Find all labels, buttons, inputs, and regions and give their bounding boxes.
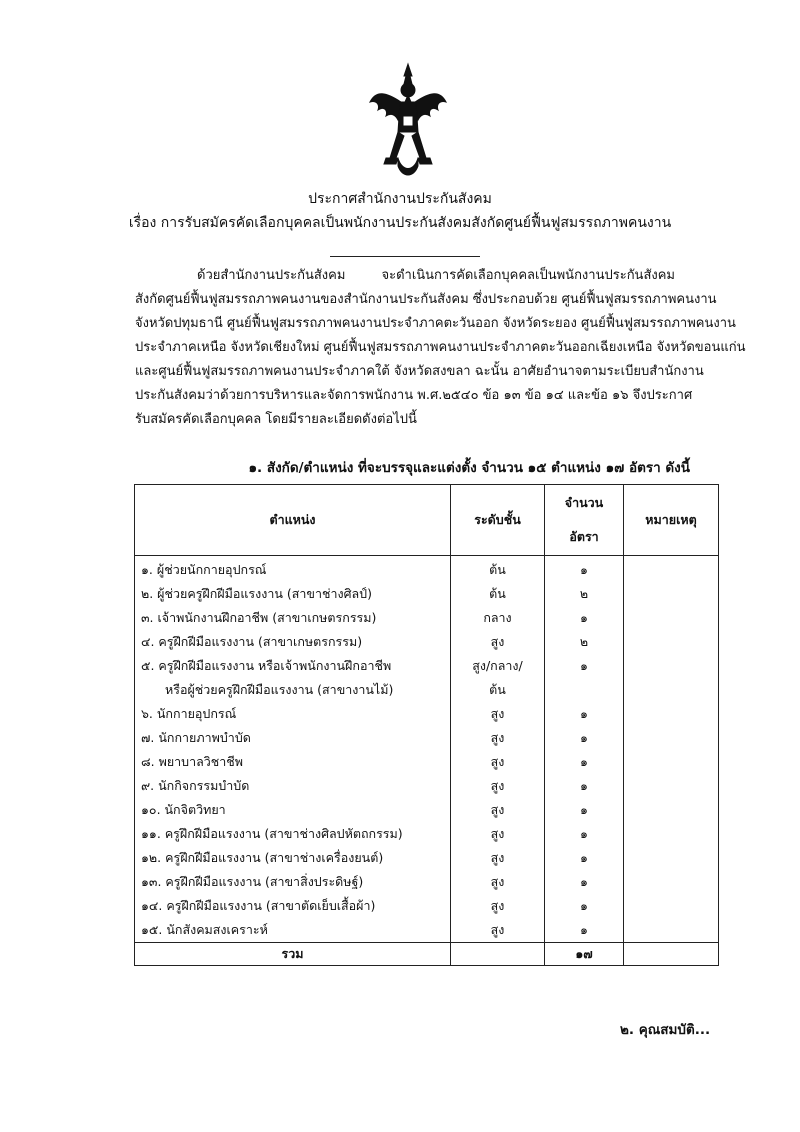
position-note bbox=[624, 870, 719, 894]
position-note bbox=[624, 630, 719, 654]
position-quantity: ๑ bbox=[545, 894, 624, 918]
position-name: ๓. เจ้าพนักงานฝึกอาชีพ (สาขาเกษตรกรรม) bbox=[135, 606, 451, 630]
position-level: สูง bbox=[451, 630, 545, 654]
table-row bbox=[135, 774, 719, 798]
position-name-continuation: หรือผู้ช่วยครูฝึกฝีมือแรงงาน (สาขางานไม้) bbox=[165, 682, 394, 697]
position-quantity: ๑ bbox=[545, 846, 624, 870]
position-quantity: ๑ bbox=[545, 654, 624, 678]
position-note bbox=[624, 556, 719, 583]
position-name: ๑. ผู้ช่วยนักกายอุปกรณ์ bbox=[135, 556, 451, 583]
position-quantity: ๒ bbox=[545, 630, 624, 654]
paragraph-line: ประจำภาคเหนือ จังหวัดเชียงใหม่ ศูนย์ฟื้นฟูสมรรถภาพคนงานประจำภาคตะวันออกเฉียงเหนือ จังหวัดขอนแก่น bbox=[135, 340, 746, 355]
table-row bbox=[135, 870, 719, 894]
position-level: สูง bbox=[451, 702, 545, 726]
table-row bbox=[135, 654, 719, 678]
paragraph-line: ประกันสังคมว่าด้วยการบริหารและจัดการพนักงาน พ.ศ.๒๕๔๐ ข้อ ๑๓ ข้อ ๑๔ และข้อ ๑๖ จึงประกาศ bbox=[135, 388, 693, 403]
position-note bbox=[624, 726, 719, 750]
header-quantity-line1: จำนวน bbox=[564, 495, 604, 510]
position-note bbox=[624, 918, 719, 943]
position-level: สูง bbox=[451, 870, 545, 894]
position-quantity: ๑ bbox=[545, 556, 624, 583]
position-note bbox=[624, 774, 719, 798]
total-note bbox=[624, 943, 719, 966]
position-name: ๑๒. ครูฝึกฝีมือแรงงาน (สาขาช่างเครื่องยนต์) bbox=[135, 846, 451, 870]
position-name: ๑๔. ครูฝึกฝีมือแรงงาน (สาขาตัดเย็บเสื้อผ้า) bbox=[135, 894, 451, 918]
table-row bbox=[135, 630, 719, 654]
table-row bbox=[135, 726, 719, 750]
table-header-row bbox=[135, 485, 719, 556]
table-row bbox=[135, 822, 719, 846]
total-quantity: ๑๗ bbox=[545, 943, 624, 966]
positions-table bbox=[134, 484, 719, 966]
header-quantity bbox=[545, 485, 624, 556]
position-quantity: ๑ bbox=[545, 870, 624, 894]
position-name: ๘. พยาบาลวิชาชีพ bbox=[135, 750, 451, 774]
position-name: ๕. ครูฝึกฝีมือแรงงาน หรือเจ้าพนักงานฝึกอาชีพ bbox=[135, 654, 451, 678]
position-name: ๔. ครูฝึกฝีมือแรงงาน (สาขาเกษตรกรรม) bbox=[135, 630, 451, 654]
position-note bbox=[624, 606, 719, 630]
position-name: ๒. ผู้ช่วยครูฝึกฝีมือแรงงาน (สาขาช่างศิลป์) bbox=[135, 582, 451, 606]
header-note: หมายเหตุ bbox=[624, 485, 719, 556]
position-note bbox=[624, 798, 719, 822]
position-note bbox=[624, 702, 719, 726]
position-quantity: ๑ bbox=[545, 774, 624, 798]
position-quantity bbox=[545, 678, 624, 702]
position-note bbox=[624, 750, 719, 774]
position-level: สูง bbox=[451, 918, 545, 943]
paragraph-line: ด้วยสำนักงานประกันสังคม จะดำเนินการคัดเลือกบุคคลเป็นพนักงานประกันสังคม bbox=[197, 268, 675, 283]
announcement-title: ประกาศสำนักงานประกันสังคม bbox=[308, 191, 492, 207]
table-row bbox=[135, 582, 719, 606]
position-level: สูง bbox=[451, 846, 545, 870]
position-level: สูง bbox=[451, 822, 545, 846]
header-position: ตำแหน่ง bbox=[135, 485, 451, 556]
intro-paragraph bbox=[135, 264, 746, 432]
position-level: สูง bbox=[451, 750, 545, 774]
total-label: รวม bbox=[135, 943, 451, 966]
position-name: ๑๕. นักสังคมสงเคราะห์ bbox=[135, 918, 451, 943]
table-row bbox=[135, 894, 719, 918]
position-level: ต้น bbox=[451, 582, 545, 606]
position-level: สูง bbox=[451, 774, 545, 798]
header-level: ระดับชั้น bbox=[451, 485, 545, 556]
table-row bbox=[135, 556, 719, 583]
position-note bbox=[624, 678, 719, 702]
position-level: สูง bbox=[451, 726, 545, 750]
table-row bbox=[135, 678, 719, 702]
position-name: ๗. นักกายภาพบำบัด bbox=[135, 726, 451, 750]
title-divider bbox=[330, 256, 480, 257]
garuda-emblem-icon bbox=[368, 62, 448, 182]
position-note bbox=[624, 846, 719, 870]
table-row bbox=[135, 846, 719, 870]
position-quantity: ๑ bbox=[545, 798, 624, 822]
position-name: ๙. นักกิจกรรมบำบัด bbox=[135, 774, 451, 798]
table-row bbox=[135, 798, 719, 822]
announcement-subject: เรื่อง การรับสมัครคัดเลือกบุคคลเป็นพนักงานประกันสังคมสังกัดศูนย์ฟื้นฟูสมรรถภาพคนงาน bbox=[128, 215, 672, 231]
position-level: สูง bbox=[451, 894, 545, 918]
position-name: ๑๓. ครูฝึกฝีมือแรงงาน (สาขาสิ่งประดิษฐ์) bbox=[135, 870, 451, 894]
position-note bbox=[624, 654, 719, 678]
position-quantity: ๑ bbox=[545, 750, 624, 774]
position-note bbox=[624, 582, 719, 606]
paragraph-line: สังกัดศูนย์ฟื้นฟูสมรรถภาพคนงานของสำนักงานประกันสังคม ซึ่งประกอบด้วย ศูนย์ฟื้นฟูสมรรถภาพคนงาน bbox=[135, 292, 717, 307]
position-name: ๖. นักกายอุปกรณ์ bbox=[135, 702, 451, 726]
position-level: กลาง bbox=[451, 606, 545, 630]
position-note bbox=[624, 822, 719, 846]
position-level: สูง bbox=[451, 798, 545, 822]
position-quantity: ๑ bbox=[545, 702, 624, 726]
paragraph-line: และศูนย์ฟื้นฟูสมรรถภาพคนงานประจำภาคใต้ จังหวัดสงขลา ฉะนั้น อาศัยอำนาจตามระเบียบสำนักงาน bbox=[135, 364, 704, 379]
position-note bbox=[624, 894, 719, 918]
position-level: ต้น bbox=[451, 678, 545, 702]
table-row bbox=[135, 750, 719, 774]
table-total-row bbox=[135, 943, 719, 966]
position-name: ๑๑. ครูฝึกฝีมือแรงงาน (สาขาช่างศิลปหัตถกรรม) bbox=[135, 822, 451, 846]
position-name bbox=[135, 678, 451, 702]
position-quantity: ๑ bbox=[545, 726, 624, 750]
table-row bbox=[135, 606, 719, 630]
table-row bbox=[135, 702, 719, 726]
header-quantity-line2: อัตรา bbox=[569, 529, 599, 544]
position-quantity: ๑ bbox=[545, 822, 624, 846]
table-row bbox=[135, 918, 719, 943]
section-1-heading: ๑. สังกัด/ตำแหน่ง ที่จะบรรจุและแต่งตั้ง จำนวน ๑๕ ตำแหน่ง ๑๗ อัตรา ดังนี้ bbox=[248, 460, 690, 476]
position-quantity: ๑ bbox=[545, 606, 624, 630]
position-level: สูง/กลาง/ bbox=[451, 654, 545, 678]
total-level bbox=[451, 943, 545, 966]
paragraph-line: จังหวัดปทุมธานี ศูนย์ฟื้นฟูสมรรถภาพคนงานประจำภาคตะวันออก จังหวัดระยอง ศูนย์ฟื้นฟูสมรรถภาพคนงาน bbox=[135, 316, 736, 331]
paragraph-line: รับสมัครคัดเลือกบุคคล โดยมีรายละเอียดดังต่อไปนี้ bbox=[135, 412, 417, 427]
position-name: ๑๐. นักจิตวิทยา bbox=[135, 798, 451, 822]
position-level: ต้น bbox=[451, 556, 545, 583]
position-quantity: ๒ bbox=[545, 582, 624, 606]
next-section-indicator: ๒. คุณสมบัติ... bbox=[620, 1022, 711, 1038]
position-quantity: ๑ bbox=[545, 918, 624, 943]
